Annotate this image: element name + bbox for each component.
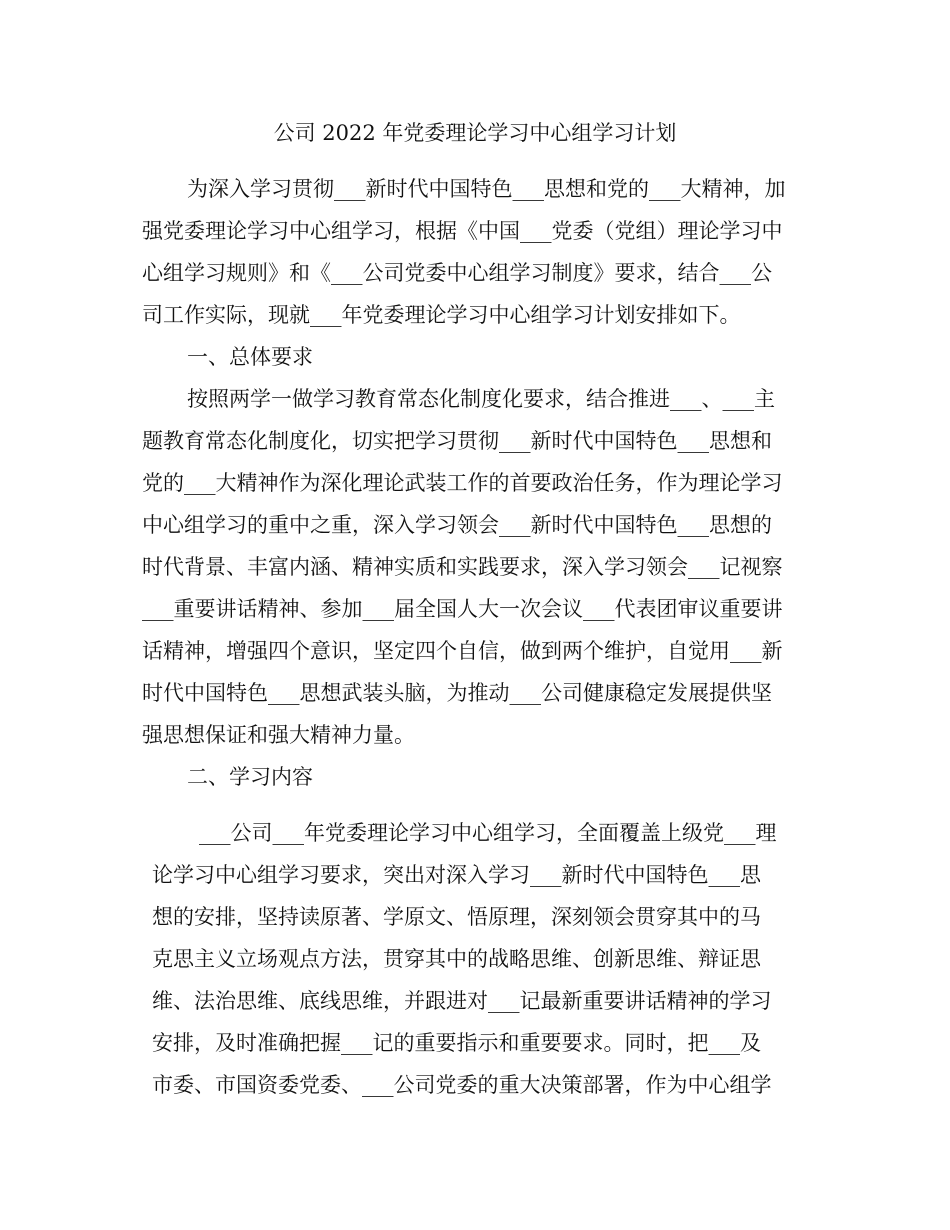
section2-line: 安排，及时准确把握___记的重要指示和重要要求。同时，把___及: [152, 1031, 761, 1055]
section1-line: 中心组学习的重中之重，深入学习领会___新时代中国特色___思想的: [142, 513, 772, 537]
section2-line: 论学习中心组学习要求，突出对深入学习___新时代中国特色___思: [152, 863, 761, 887]
section2-line: 想的安排，坚持读原著、学原文、悟原理，深刻领会贯穿其中的马: [152, 905, 761, 929]
section1-line: ___重要讲话精神、参加___届全国人大一次会议___代表团审议重要讲: [142, 597, 783, 621]
section2-line: 克思主义立场观点方法，贯穿其中的战略思维、创新思维、辩证思: [152, 947, 761, 971]
section2-line: 市委、市国资委党委、___公司党委的重大决策部署，作为中心组学: [152, 1073, 772, 1097]
section1-line: 时代背景、丰富内涵、精神实质和实践要求，深入学习领会___记视察: [142, 555, 783, 579]
section2-line: ___公司___年党委理论学习中心组学习，全面覆盖上级党___理: [199, 821, 777, 845]
intro-line: 心组学习规则》和《___公司党委中心组学习制度》要求，结合___公: [142, 261, 772, 285]
intro-line: 强党委理论学习中心组学习，根据《中国___党委（党组）理论学习中: [142, 219, 783, 243]
intro-line: 为深入学习贯彻___新时代中国特色___思想和党的___大精神，加: [187, 177, 786, 201]
section1-line: 强思想保证和强大精神力量。: [142, 723, 415, 747]
section1-line: 党的___大精神作为深化理论武装工作的首要政治任务，作为理论学习: [142, 471, 783, 495]
section1-line: 按照两学一做学习教育常态化制度化要求，结合推进___、___主: [187, 387, 775, 411]
section-heading-overall-requirements: 一、总体要求: [187, 345, 313, 369]
page-title: 公司 2022 年党委理论学习中心组学习计划: [273, 121, 677, 145]
section2-line: 维、法治思维、底线思维，并跟进对___记最新重要讲话精神的学习: [152, 989, 772, 1013]
section1-line: 话精神，增强四个意识，坚定四个自信，做到两个维护，自觉用___新: [142, 639, 783, 663]
section1-line: 题教育常态化制度化，切实把学习贯彻___新时代中国特色___思想和: [142, 429, 772, 453]
section1-line: 时代中国特色___思想武装头脑，为推动___公司健康稳定发展提供坚: [142, 681, 772, 705]
section-heading-study-content: 二、学习内容: [187, 765, 313, 789]
intro-line: 司工作实际，现就___年党委理论学习中心组学习计划安排如下。: [142, 303, 741, 327]
